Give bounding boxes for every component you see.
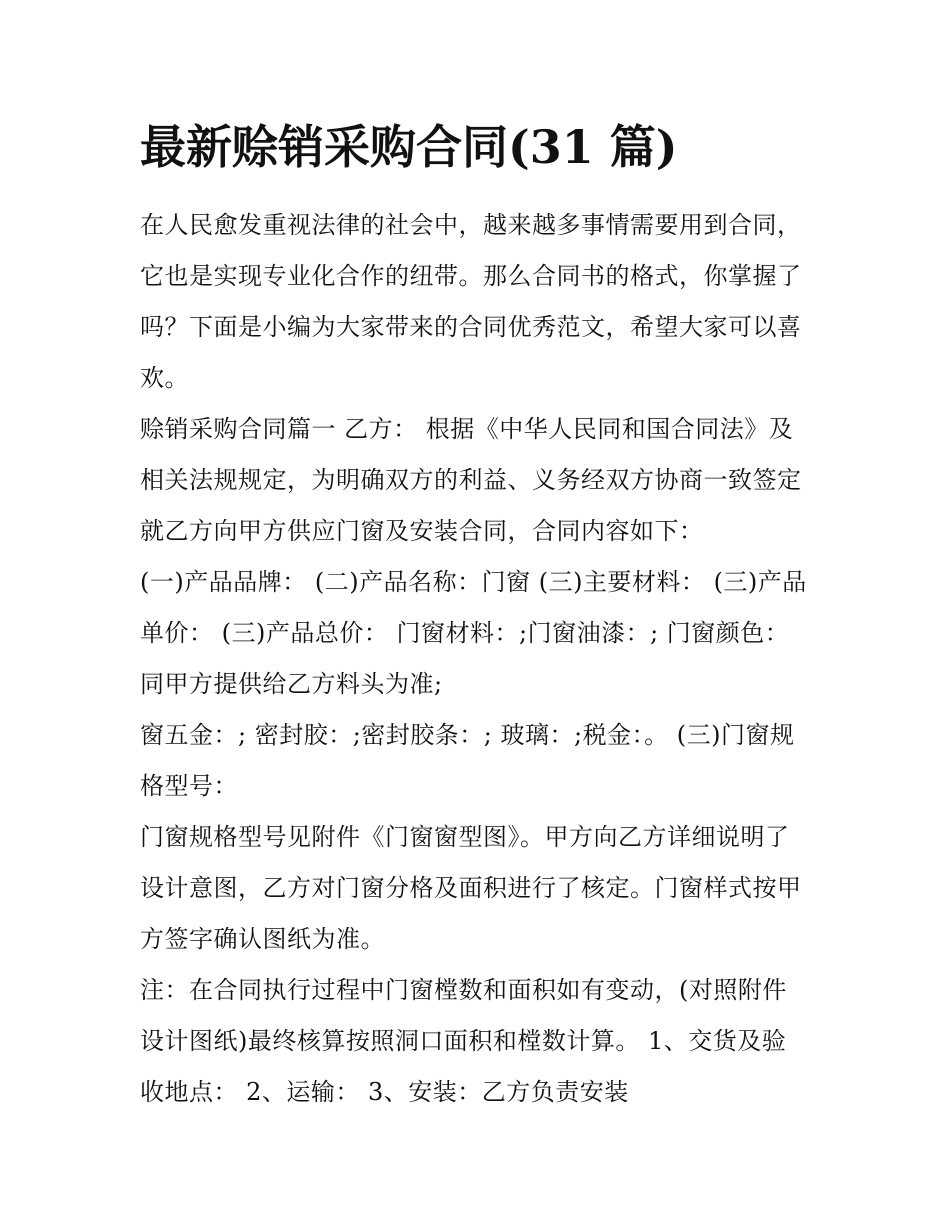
text-line: 设计意图，乙方对门窗分格及面积进行了核定。门窗样式按甲 xyxy=(140,874,802,902)
document-title: 最新赊销采购合同(31 篇) xyxy=(140,120,678,174)
paragraph-product-info xyxy=(140,557,815,710)
text-line: 设计图纸)最终核算按照洞口面积和樘数计算。 1、交货及验 xyxy=(140,1027,787,1055)
text-line: 在人民愈发重视法律的社会中，越来越多事情需要用到合同， xyxy=(140,211,802,239)
paragraph-contract-one xyxy=(140,404,815,557)
text-line: 同甲方提供给乙方料头为准; xyxy=(140,670,443,698)
paragraph-note xyxy=(140,965,815,1118)
text-line: 就乙方向甲方供应门窗及安装合同，合同内容如下： xyxy=(140,517,704,545)
text-line: 方签字确认图纸为准。 xyxy=(140,925,385,953)
text-line: 单价： (三)产品总价： 门窗材料：;门窗油漆：; 门窗颜色： xyxy=(140,619,790,647)
text-line: 它也是实现专业化合作的纽带。那么合同书的格式，你掌握了 xyxy=(140,262,802,290)
text-line: 格型号： xyxy=(140,772,238,800)
text-line: 收地点： 2、运输： 3、安装：乙方负责安装 xyxy=(140,1078,629,1106)
text-line: 赊销采购合同篇一 乙方： 根据《中华人民同和国合同法》及 xyxy=(140,415,794,443)
text-line: 相关法规规定，为明确双方的利益、义务经双方协商一致签定 xyxy=(140,466,802,494)
document-page xyxy=(140,112,815,1118)
paragraph-hardware xyxy=(140,710,815,812)
text-line: 吗？下面是小编为大家带来的合同优秀范文，希望大家可以喜 xyxy=(140,313,802,341)
text-line: 窗五金：; 密封胶：;密封胶条：; 玻璃：;税金：。 (三)门窗规 xyxy=(140,721,795,749)
text-line: 欢。 xyxy=(140,364,189,392)
paragraph-intro xyxy=(140,200,815,404)
text-line: 注：在合同执行过程中门窗樘数和面积如有变动，(对照附件 xyxy=(140,976,787,1004)
text-line: 门窗规格型号见附件《门窗窗型图》。甲方向乙方详细说明了 xyxy=(140,823,790,851)
paragraph-specifications xyxy=(140,812,815,965)
text-line: (一)产品品牌： (二)产品名称：门窗 (三)主要材料： (三)产品 xyxy=(140,568,807,596)
